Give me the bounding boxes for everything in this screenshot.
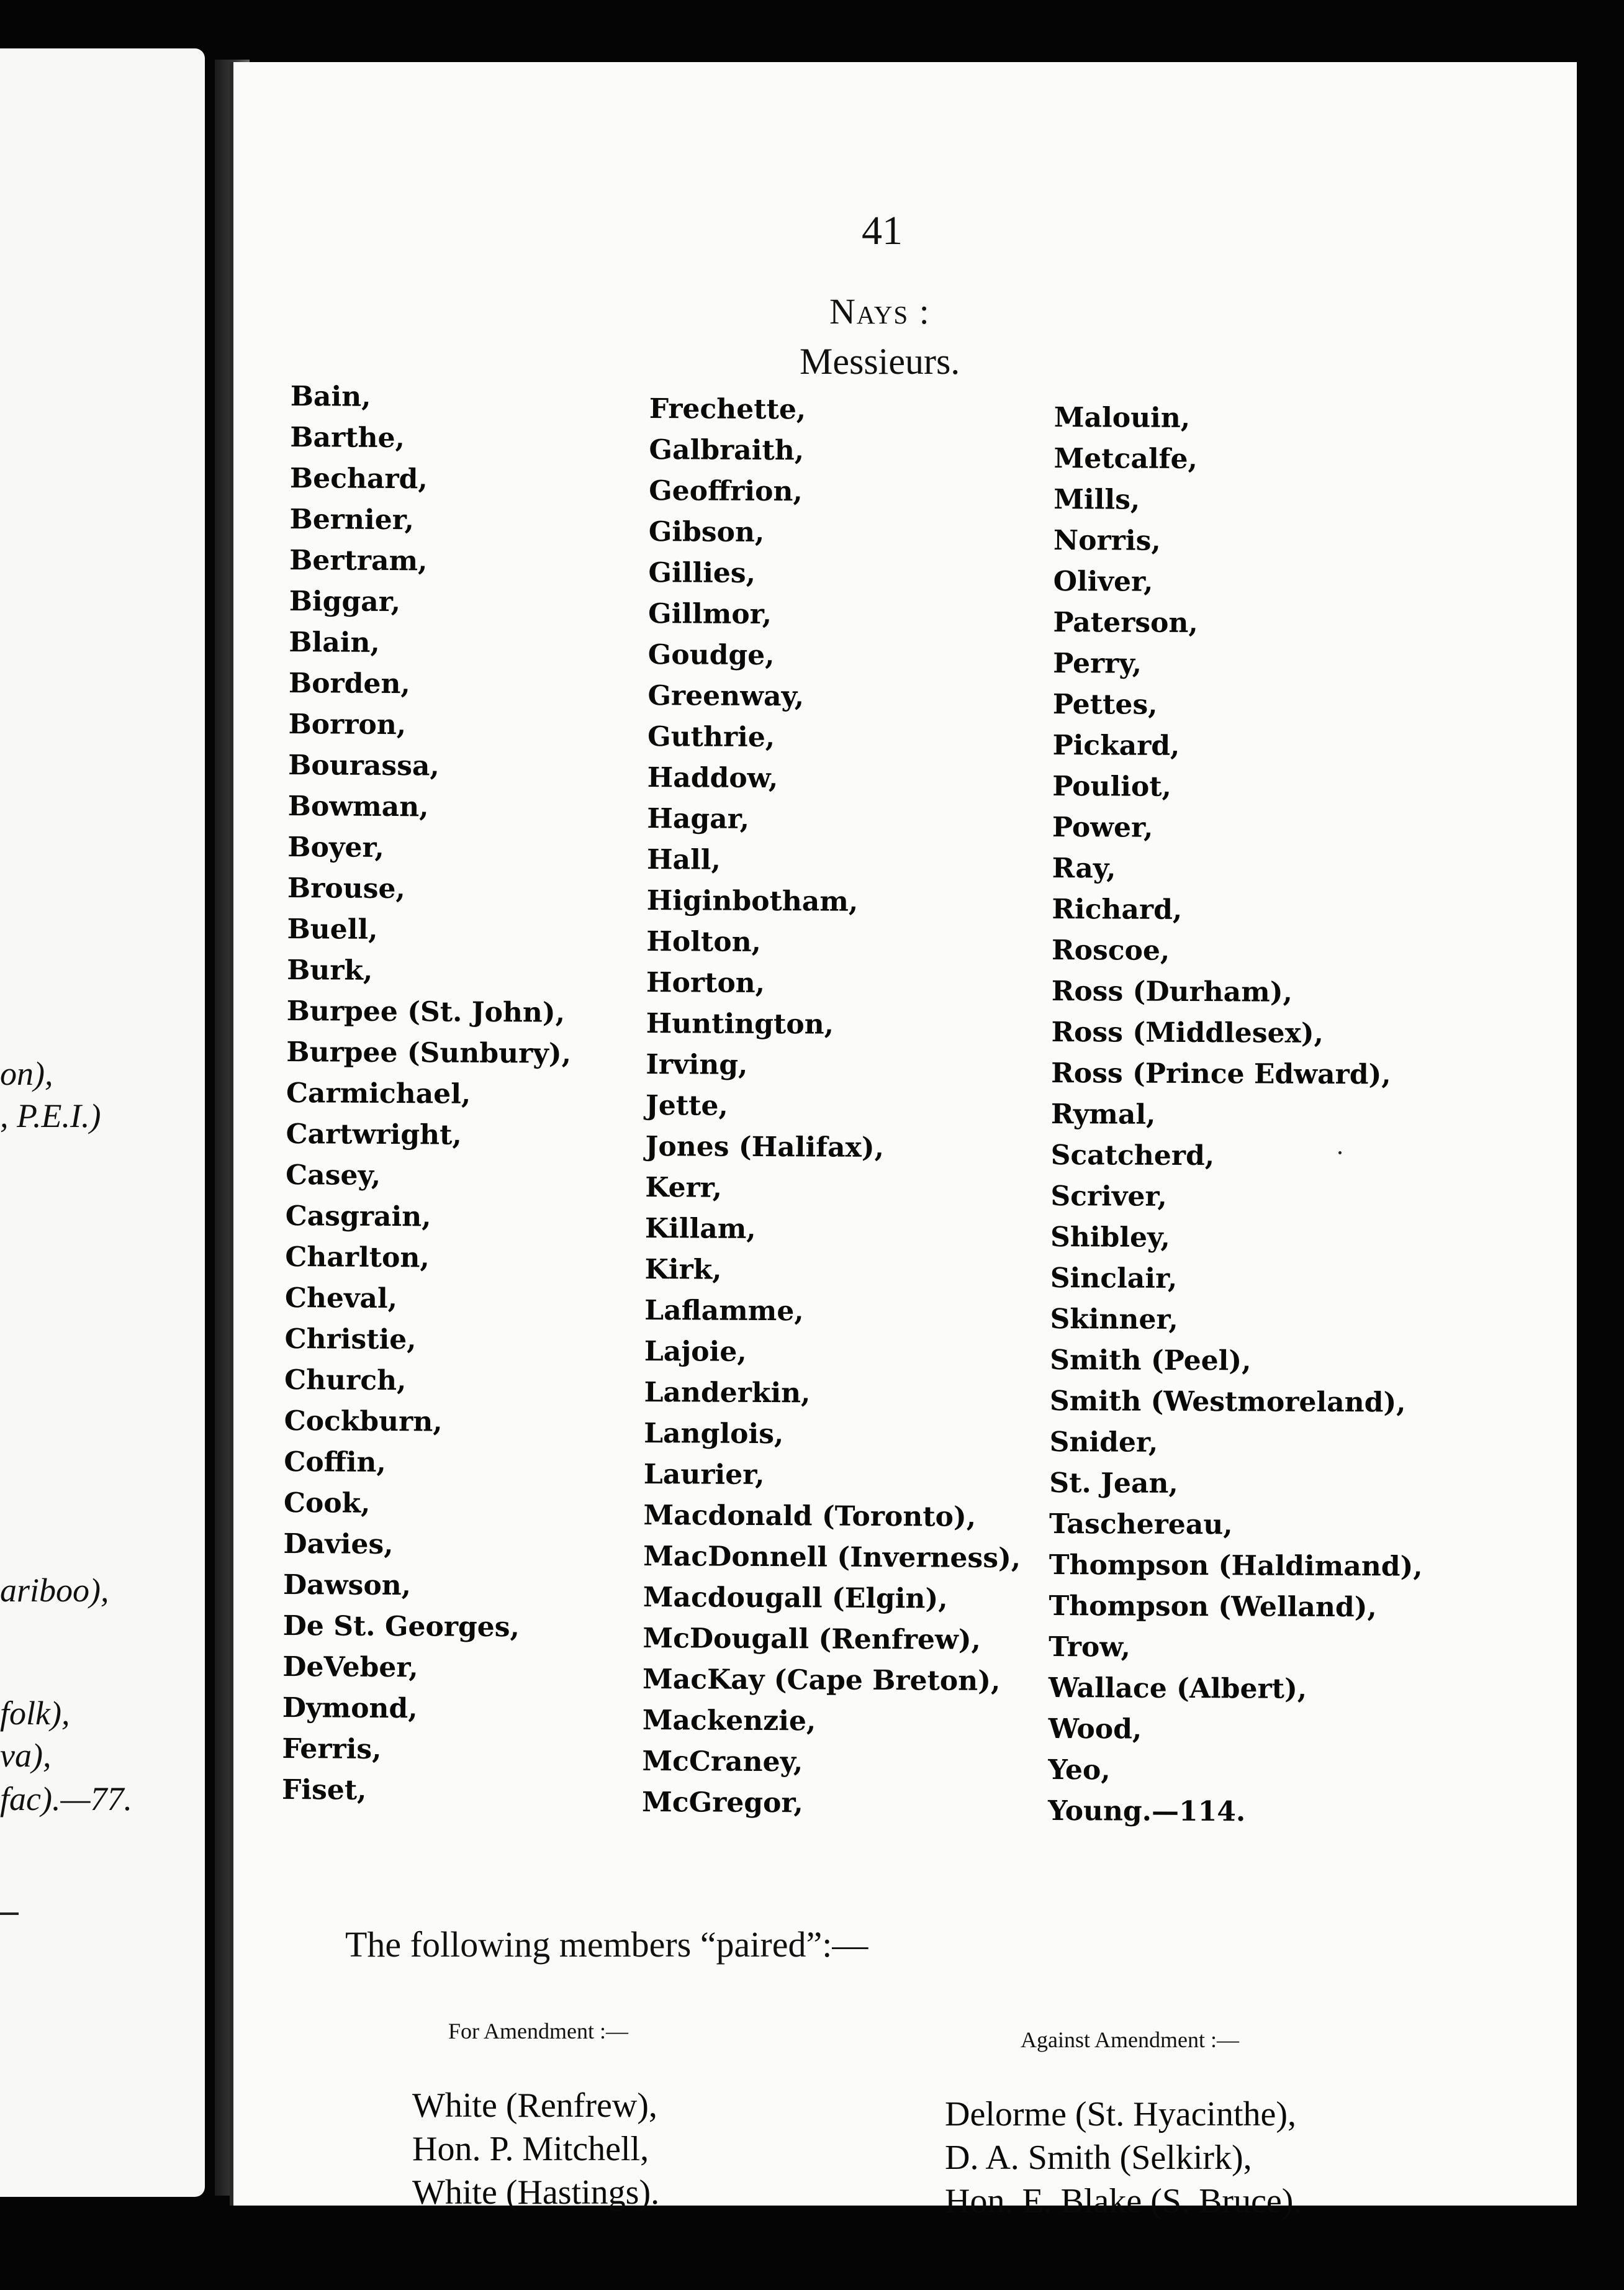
member-name: Ferris,	[282, 1732, 382, 1765]
paired-member: White (Hastings).	[412, 2173, 660, 2212]
member-name: Wallace (Albert),	[1048, 1672, 1307, 1705]
member-name: Davies,	[283, 1527, 394, 1561]
member-name: Hagar,	[647, 802, 750, 835]
paired-intro: The following members “paired”:—	[345, 1924, 868, 1965]
member-name: Smith (Peel),	[1050, 1344, 1252, 1377]
member-name: Coffin,	[284, 1446, 386, 1478]
member-name: Cartwright,	[286, 1118, 462, 1151]
member-name: Pettes,	[1052, 688, 1158, 721]
member-name: Ross (Middlesex),	[1051, 1016, 1324, 1049]
member-name: Burk,	[287, 954, 373, 987]
member-name: MacDonnell (Inverness),	[643, 1540, 1021, 1575]
member-name: Macdougall (Elgin),	[643, 1581, 948, 1615]
paired-member: D. A. Smith (Selkirk),	[945, 2138, 1252, 2177]
member-name: Greenway,	[647, 679, 805, 713]
member-name: Ross (Durham),	[1051, 975, 1293, 1008]
member-name: Galbraith,	[649, 433, 805, 467]
member-name: St. Jean,	[1049, 1467, 1178, 1500]
member-name: Gillmor,	[647, 597, 772, 631]
member-name: Landerkin,	[644, 1376, 811, 1410]
member-name: Pouliot,	[1052, 770, 1172, 803]
member-name: Snider,	[1049, 1426, 1158, 1459]
names-column-2	[642, 389, 1027, 1825]
member-name: Haddow,	[647, 761, 778, 795]
member-name: Bourassa,	[288, 749, 440, 782]
member-name: Ray,	[1052, 852, 1116, 885]
member-name: Irving,	[646, 1048, 748, 1081]
member-name: Roscoe,	[1052, 934, 1170, 967]
member-name: Kirk,	[644, 1253, 722, 1286]
member-name: Ross (Prince Edward),	[1051, 1057, 1391, 1091]
left-page-fragment: folk),	[0, 1695, 70, 1732]
paired-member: Hon. P. Mitchell,	[412, 2130, 649, 2168]
member-name: Frechette,	[649, 392, 806, 426]
for-amendment-heading: For Amendment :—	[448, 2019, 628, 2043]
member-name: Smith (Westmoreland),	[1049, 1385, 1406, 1419]
member-name: Shibley,	[1050, 1221, 1170, 1254]
member-name: Young.—114.	[1047, 1794, 1246, 1828]
member-name: DeVeber,	[282, 1650, 418, 1684]
member-name: Jones (Halifax),	[645, 1130, 885, 1164]
names-column-1	[282, 376, 575, 1813]
left-page-rule	[0, 1912, 19, 1915]
for-amendment-list	[412, 2084, 659, 2214]
document-page	[230, 62, 1577, 2220]
member-name: Charlton,	[285, 1241, 430, 1274]
member-name: Cheval,	[284, 1282, 398, 1315]
member-name: Carmichael,	[286, 1077, 471, 1110]
print-speck	[1338, 1151, 1342, 1154]
member-name: Scatcherd,	[1050, 1139, 1215, 1172]
member-name: Guthrie,	[647, 720, 775, 754]
member-name: Borden,	[288, 667, 410, 700]
member-name: Jette,	[645, 1089, 728, 1122]
member-name: Wood,	[1048, 1713, 1142, 1745]
member-name: Dymond,	[282, 1691, 418, 1725]
member-name: Barthe,	[290, 421, 405, 455]
left-page-fragment: , P.E.I.)	[0, 1097, 101, 1134]
paired-member: Hon. E. Blake (S. Bruce).	[945, 2182, 1302, 2220]
member-name: Killam,	[644, 1212, 756, 1245]
member-name: Thompson (Haldimand),	[1049, 1549, 1423, 1583]
member-name: Rymal,	[1050, 1098, 1156, 1131]
member-name: Christie,	[284, 1323, 417, 1356]
member-name: Lajoie,	[644, 1335, 747, 1368]
member-name: Pickard,	[1052, 729, 1180, 762]
section-subheading: Messieurs.	[800, 341, 960, 382]
paired-member: White (Renfrew),	[412, 2086, 657, 2125]
member-name: Buell,	[287, 913, 378, 946]
member-name: Bain,	[290, 380, 371, 413]
left-page-fragment: on),	[0, 1055, 53, 1092]
member-name: Sinclair,	[1050, 1262, 1178, 1295]
member-name: Biggar,	[289, 585, 401, 618]
left-page-fragment: ariboo),	[0, 1572, 109, 1609]
member-name: Perry,	[1053, 647, 1142, 680]
member-name: Taschereau,	[1049, 1508, 1233, 1541]
member-name: Hall,	[646, 843, 721, 876]
member-name: Burpee (Sunbury),	[286, 1036, 572, 1070]
member-name: Yeo,	[1048, 1754, 1111, 1786]
member-name: Mackenzie,	[642, 1704, 816, 1737]
member-name: Bechard,	[289, 462, 428, 496]
member-name: Kerr,	[645, 1171, 723, 1204]
member-name: Norris,	[1053, 524, 1161, 557]
member-name: Cook,	[283, 1487, 371, 1519]
page-number: 41	[862, 208, 903, 253]
member-name: McDougall (Renfrew),	[643, 1622, 981, 1656]
member-name: Dawson,	[282, 1568, 412, 1602]
left-facing-page	[0, 48, 205, 2197]
member-name: De St. Georges,	[282, 1609, 520, 1644]
member-name: Laurier,	[643, 1458, 765, 1491]
member-name: Gillies,	[648, 556, 756, 589]
section-heading-nays: Nays :	[829, 291, 931, 332]
member-name: Horton,	[646, 966, 765, 999]
against-amendment-list	[945, 2093, 1302, 2223]
names-column-3	[1048, 397, 1428, 1834]
member-name: Casgrain,	[285, 1200, 431, 1233]
member-name: Bernier,	[289, 503, 415, 536]
member-name: Bertram,	[289, 544, 428, 577]
member-name: Scriver,	[1050, 1180, 1167, 1213]
member-name: Borron,	[288, 708, 407, 741]
member-name: Higinbotham,	[646, 884, 859, 918]
member-name: MacKay (Cape Breton),	[642, 1663, 1001, 1697]
member-name: Skinner,	[1050, 1303, 1178, 1336]
member-name: Church,	[284, 1364, 407, 1397]
member-name: Power,	[1052, 811, 1153, 844]
paired-member: Delorme (St. Hyacinthe),	[945, 2095, 1297, 2134]
member-name: Casey,	[285, 1159, 381, 1192]
member-name: Brouse,	[287, 872, 405, 905]
left-page-fragment: va),	[0, 1737, 52, 1774]
against-amendment-heading: Against Amendment :—	[1021, 2027, 1239, 2052]
member-name: Thompson (Welland),	[1049, 1590, 1377, 1624]
member-name: Bowman,	[287, 790, 429, 823]
member-name: Geoffrion,	[649, 474, 803, 508]
member-name: Paterson,	[1053, 606, 1198, 640]
member-name: McCraney,	[642, 1745, 803, 1778]
member-name: Blain,	[289, 626, 380, 659]
member-name: Boyer,	[287, 831, 384, 864]
member-name: Fiset,	[281, 1773, 367, 1806]
member-name: Langlois,	[644, 1417, 784, 1450]
member-name: Huntington,	[646, 1007, 834, 1041]
member-name: Goudge,	[647, 638, 775, 672]
member-name: Trow,	[1049, 1631, 1131, 1663]
member-name: Burpee (St. John),	[286, 995, 566, 1029]
member-name: Metcalfe,	[1053, 442, 1198, 476]
member-name: Oliver,	[1053, 565, 1153, 598]
member-name: Cockburn,	[284, 1405, 443, 1438]
member-name: Malouin,	[1053, 401, 1191, 434]
member-name: Laflamme,	[644, 1294, 804, 1328]
member-name: Mills,	[1053, 483, 1140, 516]
member-name: Holton,	[646, 925, 762, 958]
member-name: Macdonald (Toronto),	[643, 1499, 977, 1533]
member-name: Gibson,	[648, 515, 765, 548]
member-name: McGregor,	[641, 1786, 803, 1819]
left-page-fragment: fac).—77.	[0, 1780, 132, 1817]
member-name: Richard,	[1052, 893, 1183, 926]
